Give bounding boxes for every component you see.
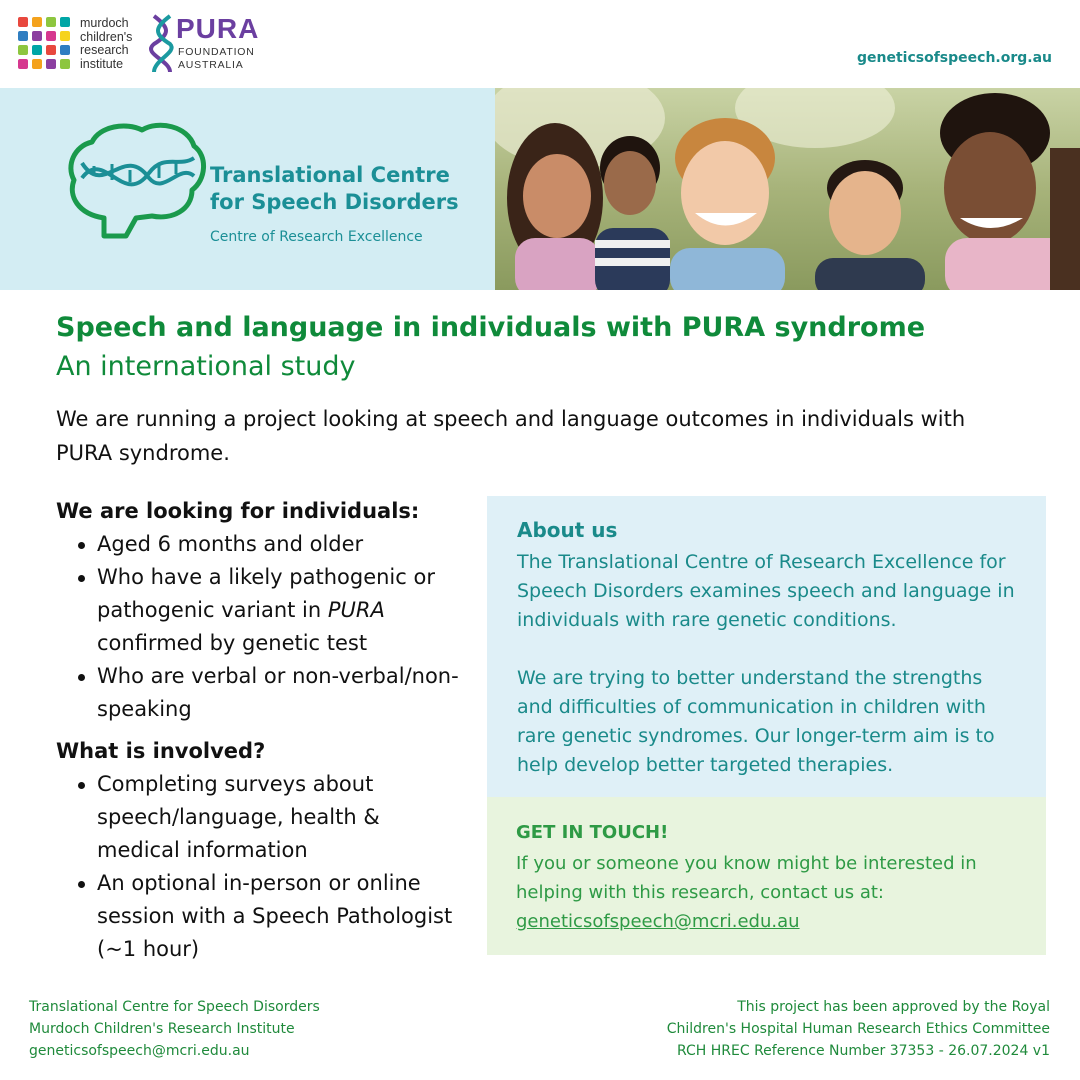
mcri-logo-line: research — [80, 43, 129, 57]
about-paragraph: The Translational Centre of Research Excellence for Speech Disorders examines speech and language in individuals with rare genetic conditions. — [517, 551, 1015, 631]
footer-line: This project has been approved by the Royal — [737, 999, 1050, 1015]
children-group-photo — [495, 88, 1080, 290]
criteria-text: confirmed by genetic test — [97, 631, 368, 655]
contact-heading: GET IN TOUCH! — [516, 822, 669, 843]
page-title: Speech and language in individuals with PURA syndrome — [56, 312, 926, 343]
mcri-logo-mark-icon — [18, 17, 72, 71]
gene-name: PURA — [327, 598, 385, 622]
footer-line: Translational Centre for Speech Disorders — [29, 999, 320, 1015]
involved-heading: What is involved? — [56, 739, 266, 763]
criteria-text: Who are verbal or non-verbal/non-speaking — [97, 664, 459, 721]
mcri-logo-line: murdoch — [80, 16, 129, 30]
contact-email-link[interactable]: geneticsofspeech@mcri.edu.au — [516, 911, 800, 932]
footer-email[interactable]: geneticsofspeech@mcri.edu.au — [29, 1043, 250, 1059]
criteria-heading: We are looking for individuals: — [56, 499, 420, 523]
brain-dna-logo-icon — [64, 118, 209, 248]
pura-logo-sub: AUSTRALIA — [178, 59, 244, 71]
banner — [0, 88, 1080, 290]
pura-logo-sub: FOUNDATION — [178, 46, 255, 58]
get-in-touch-box — [487, 797, 1046, 955]
list-item — [56, 528, 466, 561]
pura-foundation-logo — [148, 14, 258, 74]
criteria-text: Aged 6 months and older — [97, 532, 364, 556]
footer-ethics — [667, 996, 1050, 1062]
centre-name-line: for Speech Disorders — [210, 190, 459, 214]
centre-subtitle: Centre of Research Excellence — [210, 229, 423, 245]
study-details — [56, 494, 466, 974]
footer-contact — [29, 996, 320, 1062]
dna-helix-icon — [148, 14, 176, 74]
intro-paragraph: We are running a project looking at speech and language outcomes in individuals with PURA syndrome. — [56, 407, 966, 465]
list-item: An optional in-person or online session with a Speech Pathologist (~1 hour) — [56, 867, 466, 966]
list-item: Completing surveys about speech/language, health & medical information — [56, 768, 466, 867]
about-us-box — [487, 496, 1046, 797]
involved-list — [56, 768, 466, 966]
criteria-list — [56, 528, 466, 726]
criteria-text: Who have a likely pathogenic or pathogenic variant in — [97, 565, 435, 622]
list-item — [56, 561, 466, 660]
page-subtitle: An international study — [56, 351, 356, 382]
footer-line: Children's Hospital Human Research Ethics Committee — [666, 1021, 1050, 1037]
about-heading: About us — [517, 518, 618, 542]
mcri-logo-line: children's — [80, 29, 133, 44]
mcri-logo-line: institute — [80, 56, 124, 71]
contact-text: If you or someone you know might be interested in helping with this research, contact us at: — [516, 853, 977, 903]
list-item — [56, 660, 466, 726]
pura-logo-word: PURA — [176, 13, 260, 44]
footer-line: RCH HREC Reference Number 37353 - 26.07.2024 v1 — [676, 1043, 1050, 1059]
mcri-logo-text — [80, 17, 150, 71]
centre-name-line: Translational Centre — [210, 163, 450, 187]
about-paragraph: We are trying to better understand the strengths and difficulties of communication in children with rare genetic syndromes. Our longer-term aim is to help develop better targeted therapies. — [517, 667, 995, 776]
centre-name — [210, 162, 459, 216]
mcri-logo — [18, 17, 138, 73]
header — [0, 0, 1080, 88]
website-link[interactable]: geneticsofspeech.org.au — [856, 50, 1052, 66]
footer-line: Murdoch Children's Research Institute — [29, 1021, 295, 1037]
